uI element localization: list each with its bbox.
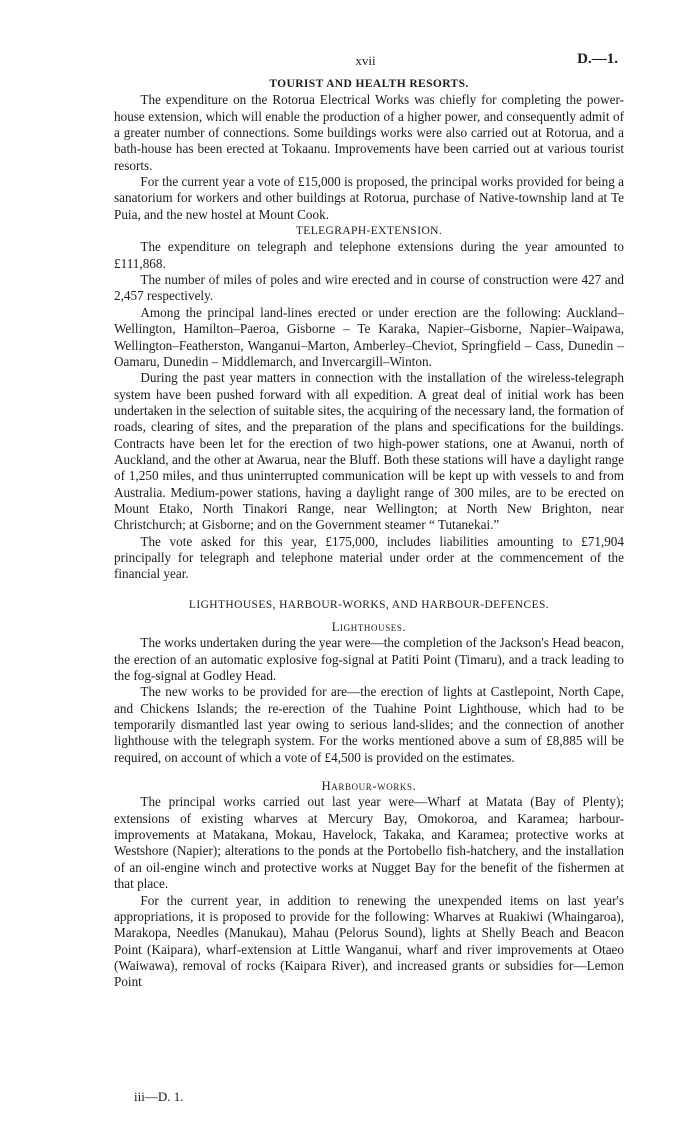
subheading-lighthouses: Lighthouses. [331,620,407,634]
section-heading-telegraph: TELEGRAPH-EXTENSION. [295,225,443,238]
body-text [114,76,624,991]
paragraph: The expenditure on telegraph and telephone extensions during the year amounted to £111,868. [114,239,624,271]
paragraph: The new works to be provided for are—the erection of lights at Castlepoint, North Cape, and Chickens Islands; the re-erection of the Tuahine Point Lighthouse, which had to be temporarily dismantled last year owing to serious land-slides; and the connection of another lighthouse with the telegraph system. For the works mentioned above a sum of £8,885 will be required, on account of which a vote of £4,500 is provided on the estimates. [114,684,624,765]
paragraph: Among the principal land-lines erected or under erection are the following: Auckland–Wellington, Hamilton–Paeroa, Gisborne – Te Karaka, Napier–Gisborne, Napier–Waipawa, Wellington–Featherston, Wanganui–Marton, Amberley–Cheviot, Springfield – Cass, Dunedin – Oamaru, Dunedin – Middlemarch, and Invercargill–Winton. [114,304,624,369]
subheading-harbour-works: Harbour-works. [321,779,417,794]
paragraph: The works undertaken during the year were—the completion of the Jackson's Head beacon, the erection of an automatic explosive fog-signal at Patiti Point (Timaru), and a track leading to the fog-signal at Godley Head. [114,635,624,684]
paragraph: For the current year a vote of £15,000 is proposed, the principal works provided for being a sanatorium for workers and other buildings at Rotorua, purchase of Native-township land at Te Puia, and the new hostel at Mount Cook. [114,174,624,222]
page-header [113,50,618,72]
paragraph: The number of miles of poles and wire erected and in course of construction were 427 and 2,457 respectively. [114,272,624,304]
document-reference: D.—1. [577,51,618,67]
paragraph: During the past year matters in connection with the installation of the wireless-telegraph system have been pushed forward with all expedition. A great deal of initial work has been undertaken in the selection of suitable sites, the acquiring of the necessary land, the formation of roads, clearing of sites, and the preparation of the plans and specifications for the buildings. Contracts have been let for the erection of two high-power stations, one at Awanui, north of Auckland, and the other at Awarua, near the Bluff. Both these stations will have a daylight range of 1,250 miles, and thus uninterrupted communication will be kept up with vessels to and from Australia. Medium-power stations, having a daylight range of 300 miles, are to be erected on Mount Etako, North Tinakori Range, near Wellington; at North New Brighton, near Christchurch; at Gisborne; and on the Government steamer “ Tutanekai.” [114,370,624,533]
page-number: xvii [355,53,376,68]
paragraph: The principal works carried out last year were—Wharf at Matata (Bay of Plenty); extensions of existing wharves at Mercury Bay, Omokoroa, and Karamea; harbour-improvements at Matakana, Mokau, Havelock, Takaka, and Karamea; protective works at Westshore (Napier); alterations to the ponds at the Portobello fish-hatchery, and the installation of an oil-engine winch and protective works at Nugget Bay for the benefit of the fishermen at that place. [114,794,624,892]
paragraph: The vote asked for this year, £175,000, includes liabilities amounting to £71,904 principally for telegraph and telephone material under order at the commencement of the financial year. [114,533,624,582]
page-footer-signature: iii—D. 1. [134,1089,184,1104]
section-heading-lighthouses-harbour: LIGHTHOUSES, HARBOUR-WORKS, AND HARBOUR-DEFENCES. [188,598,550,611]
paragraph: For the current year, in addition to renewing the unexpended items on last year's appropriations, it is proposed to provide for the following: Wharves at Ruakiwi (Whaingaroa), Marakopa, Needles (Manukau), Mahau (Pelorus Sound), lights at Shelly Beach and Beacon Point (Kaipara), wharf-extension at Little Wanganui, wharf and river improvements at Otaeo (Waiwawa), removal of rocks (Kaipara River), and increased grants or subsidies for—Lemon Point [114,892,624,990]
paragraph: The expenditure on the Rotorua Electrical Works was chiefly for completing the power-house extension, which will enable the production of a higher power, and consequently admit of a greater number of connections. Some buildings works were also carried out at Rotorua, and a bath-house has been erected at Tokaanu. Improvements have been carried out at various tourist resorts. [114,92,624,173]
section-heading-tourist: TOURIST AND HEALTH RESORTS. [269,78,469,90]
